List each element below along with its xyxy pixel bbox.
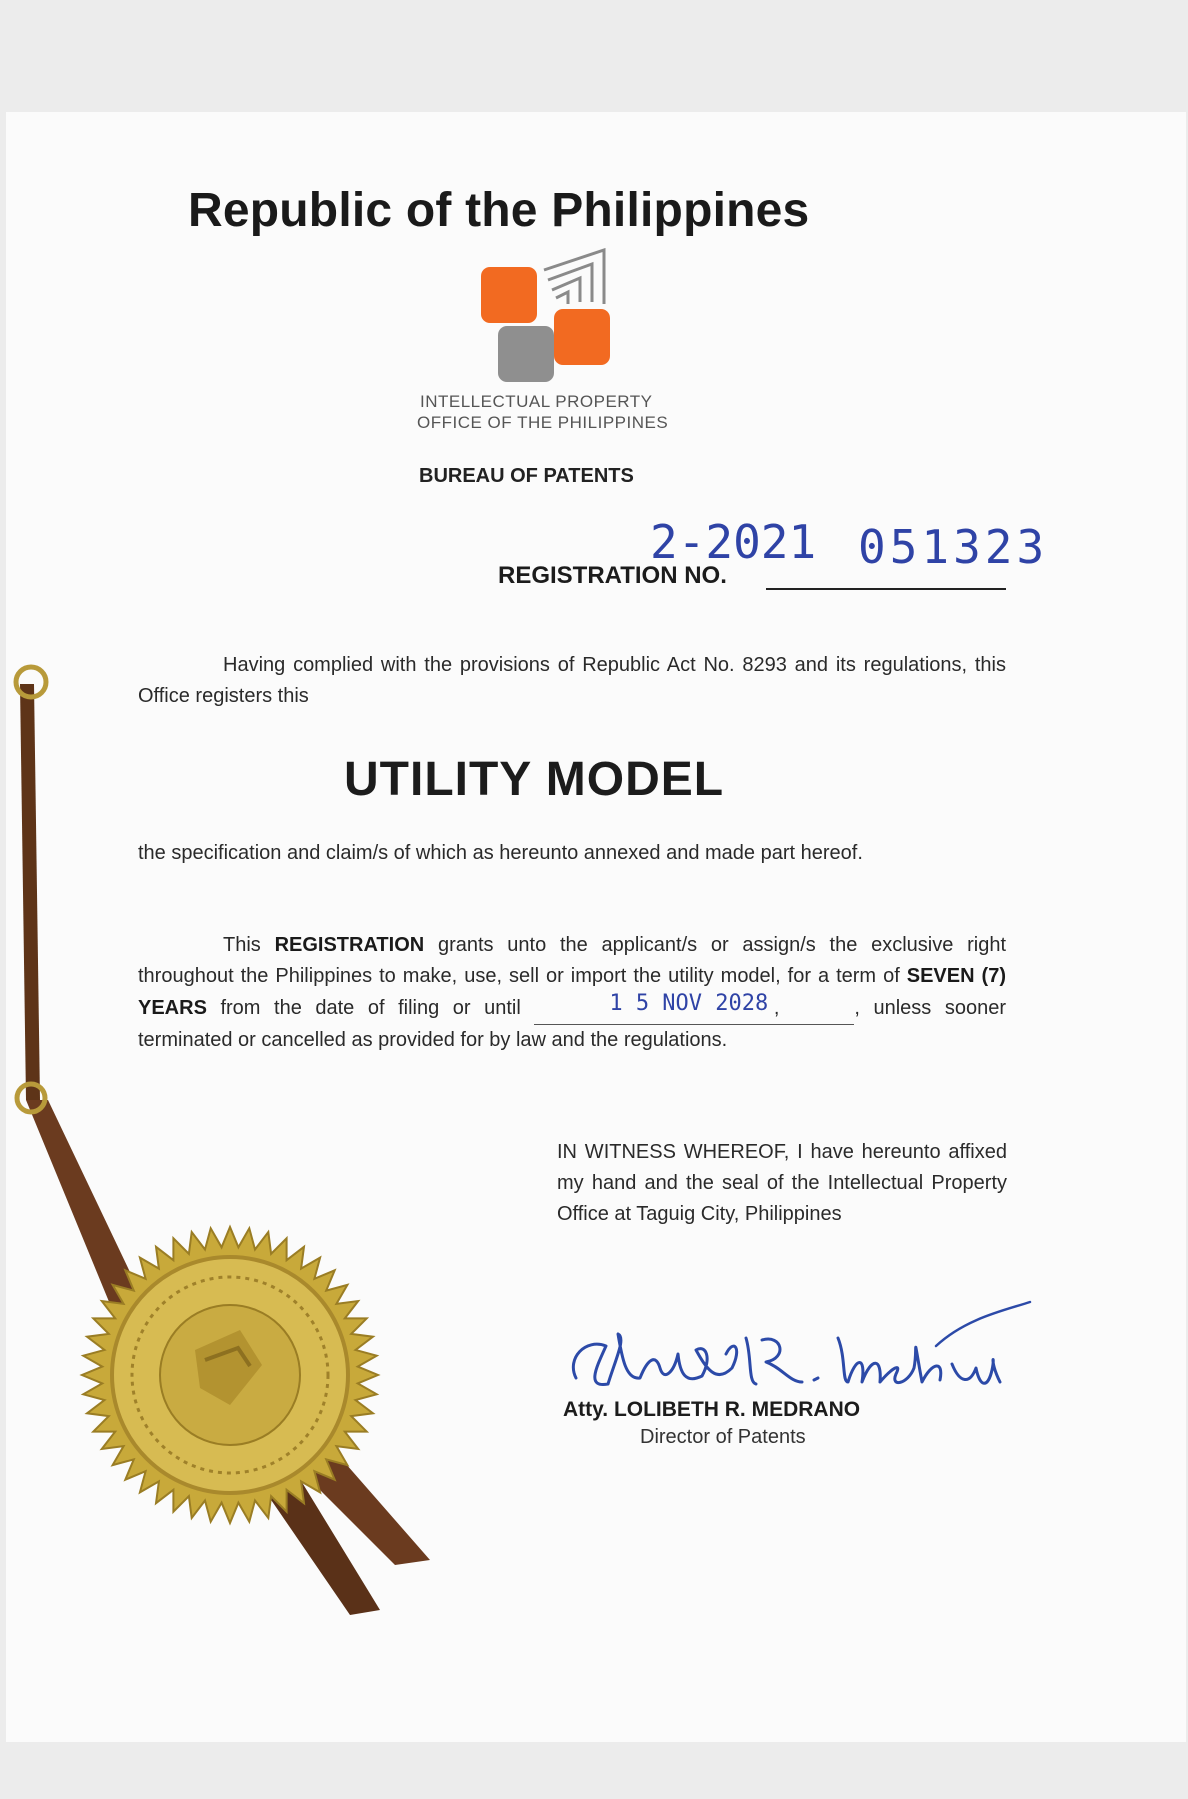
bureau-heading: BUREAU OF PATENTS <box>419 465 634 487</box>
expiry-date-comma: , <box>773 997 780 1019</box>
witness-paragraph: IN WITNESS WHEREOF, I have hereunto affixed my hand and the seal of the Intellectual Property Office at Taguig City, Philippines <box>557 1141 1007 1225</box>
country-heading: Republic of the Philippines <box>188 184 810 237</box>
signatory-title: Director of Patents <box>640 1426 806 1448</box>
grant-keyword-registration: REGISTRATION <box>274 934 425 956</box>
intro-paragraph: Having complied with the provisions of Republic Act No. 8293 and its regulations, this Office registers this <box>138 654 1006 707</box>
expiry-date-field <box>534 992 854 1025</box>
specification-paragraph: the specification and claim/s of which as hereunto annexed and made part hereof. <box>138 842 863 864</box>
grant-paragraph <box>138 930 1006 1056</box>
ipophil-logo-icon <box>478 248 618 388</box>
grant-text-mid: grants unto the applicant/s or assign/s the exclusive right throughout the Philippines to make, use, sell or import the utility model, for a term of <box>138 934 1007 987</box>
office-name-line1: INTELLECTUAL PROPERTY <box>420 392 653 411</box>
signatory-name: Atty. LOLIBETH R. MEDRANO <box>563 1398 861 1421</box>
registration-label: REGISTRATION NO. <box>498 562 727 589</box>
grant-text-end: , unless sooner terminated or cancelled as provided for by law and the regulations. <box>138 997 1007 1051</box>
signature-image <box>556 1298 1036 1408</box>
document-title: UTILITY MODEL <box>344 753 725 806</box>
registration-stamp-part1: 2-2021 <box>650 515 817 569</box>
expiry-date-stamp: 1 5 NOV 2028 <box>609 991 769 1016</box>
gold-seal-icon <box>82 1227 378 1523</box>
registration-underline <box>766 588 1006 590</box>
registration-stamp-part2: 051323 <box>858 520 1049 574</box>
grant-text-pre: This <box>223 934 261 956</box>
grant-term: SEVEN (7) YEARS <box>138 965 1006 1019</box>
grant-text-post: from the date of filing or until <box>220 997 521 1019</box>
office-name-line2: OFFICE OF THE PHILIPPINES <box>417 413 669 432</box>
